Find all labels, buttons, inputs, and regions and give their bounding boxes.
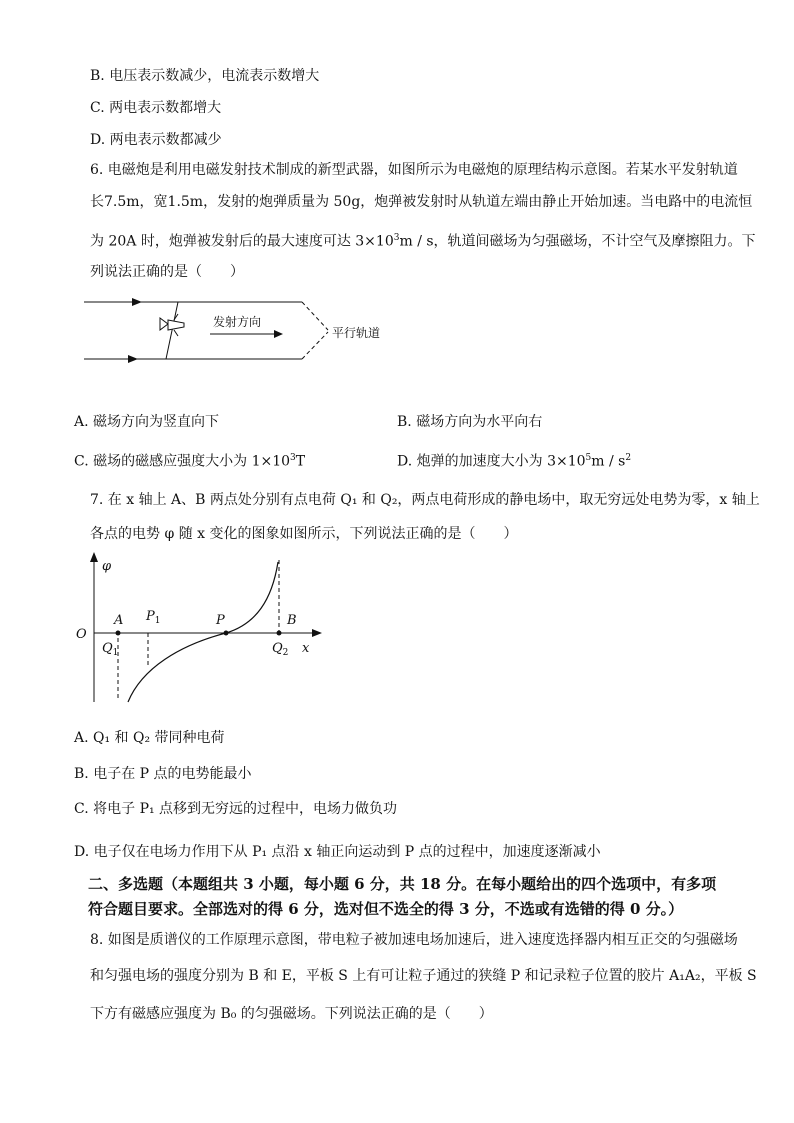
q6-option-b: B. 磁场方向为水平向右	[397, 414, 543, 430]
potential-graph	[70, 550, 330, 710]
phi-axis-label: φ	[102, 559, 112, 574]
q7-option-c: C. 将电子 P₁ 点移到无穷远的过程中，电场力做负功	[74, 801, 398, 817]
q6-option-d-sup2: 2	[625, 453, 632, 463]
q6-stem-line3-a: 为 20A 时，炮弹被发射后的最大速度可达 3×10	[90, 233, 394, 250]
q6-option-d-sup: 5	[585, 453, 592, 463]
q7-option-b: B. 电子在 P 点的电势能最小	[74, 766, 252, 782]
origin-label: O	[76, 627, 87, 642]
charge-q1-main: Q	[102, 641, 113, 656]
section2-heading-line1: 二、多选题（本题组共 3 小题，每小题 6 分，共 18 分。在每小题给出的四个选项中，有多项	[88, 875, 717, 893]
point-p1-main: P	[146, 609, 155, 624]
launch-direction-label: 发射方向	[213, 315, 262, 329]
x-axis-arrow-icon	[312, 629, 322, 637]
x-axis-label: x	[302, 641, 310, 656]
q6-option-d-text: D. 炮弹的加速度大小为 3×10	[397, 453, 586, 470]
q7-stem-line2: 各点的电势 φ 随 x 变化的图象如图所示，下列说法正确的是（ ）	[90, 526, 518, 542]
q6-option-c-text: C. 磁场的磁感应强度大小为 1×10	[74, 453, 291, 470]
lower-current-arrow-icon	[128, 355, 138, 363]
parallel-rail-label: 平行轨道	[332, 326, 381, 340]
point-p-label: P	[216, 613, 225, 628]
charge-q1-label	[102, 641, 118, 658]
q7-option-d: D. 电子仅在电场力作用下从 P₁ 点沿 x 轴正向运动到 P 点的过程中，加速度逐渐减小	[74, 844, 601, 860]
q5-option-d: D. 两电表示数都减少	[90, 132, 222, 148]
q6-stem-line1: 6. 电磁炮是利用电磁发射技术制成的新型武器，如图所示为电磁炮的原理结构示意图。若某水平发射轨道	[90, 162, 738, 178]
q6-stem-line3-b: m / s，轨道间磁场为匀强磁场，不计空气及摩擦阻力。下	[399, 233, 756, 250]
point-a-label: A	[114, 613, 124, 628]
upper-current-arrow-icon	[132, 298, 142, 306]
q6-option-d	[397, 448, 631, 472]
launch-direction-arrowhead-icon	[274, 330, 283, 338]
point-b-label: B	[287, 613, 297, 628]
q6-option-d-unit: m / s	[591, 453, 626, 470]
q7-stem-line1: 7. 在 x 轴上 A、B 两点处分别有点电荷 Q₁ 和 Q₂，两点电荷形成的静电场中，取无穷远处电势为零，x 轴上	[90, 492, 760, 508]
lower-dashed-end	[302, 332, 328, 359]
point-b-dot	[277, 631, 282, 636]
q7-option-a: A. Q₁ 和 Q₂ 带同种电荷	[74, 730, 225, 746]
potential-curve	[128, 562, 278, 702]
q5-option-c: C. 两电表示数都增大	[90, 100, 222, 116]
phi-axis-arrow-icon	[90, 552, 98, 562]
q6-option-a: A. 磁场方向为竖直向下	[74, 414, 220, 430]
q6-stem-line3-sup: 3	[393, 233, 400, 243]
charge-q2-main: Q	[272, 641, 283, 656]
section2-heading-line2: 符合题目要求。全部选对的得 6 分，选对但不选全的得 3 分，不选或有选错的得 0 分。）	[88, 900, 684, 918]
q8-stem-line2: 和匀强电场的强度分别为 B 和 E，平板 S 上有可让粒子通过的狭缝 P 和记录粒子位置的胶片 A₁A₂，平板 S	[90, 968, 757, 984]
q6-stem-line3	[90, 228, 756, 252]
q6-option-c	[74, 448, 305, 472]
charge-q1-sub: 1	[112, 648, 119, 658]
q6-stem-line2: 长7.5m，宽1.5m，发射的炮弹质量为 50g，炮弹被发射时从轨道左端由静止开始加速。当电路中的电流恒	[90, 194, 753, 210]
charge-q2-label	[272, 641, 288, 658]
q6-option-c-unit: T	[295, 453, 306, 470]
q6-option-c-sup: 3	[290, 453, 296, 463]
q8-stem-line1: 8. 如图是质谱仪的工作原理示意图，带电粒子被加速电场加速后，进入速度选择器内相互正交的匀强磁场	[90, 932, 738, 948]
upper-dashed-end	[302, 302, 328, 330]
point-p-dot	[224, 631, 229, 636]
charge-q2-sub: 2	[282, 648, 289, 658]
q8-stem-line3: 下方有磁感应强度为 B₀ 的匀强磁场。下列说法正确的是（ ）	[90, 1006, 493, 1022]
point-p1-sub: 1	[154, 616, 161, 626]
q6-stem-line4: 列说法正确的是（ ）	[90, 264, 244, 280]
point-p1-label	[145, 609, 160, 626]
railgun-figure	[80, 292, 410, 372]
point-a-dot	[116, 631, 121, 636]
q5-option-b: B. 电压表示数减少，电流表示数增大	[90, 68, 320, 84]
